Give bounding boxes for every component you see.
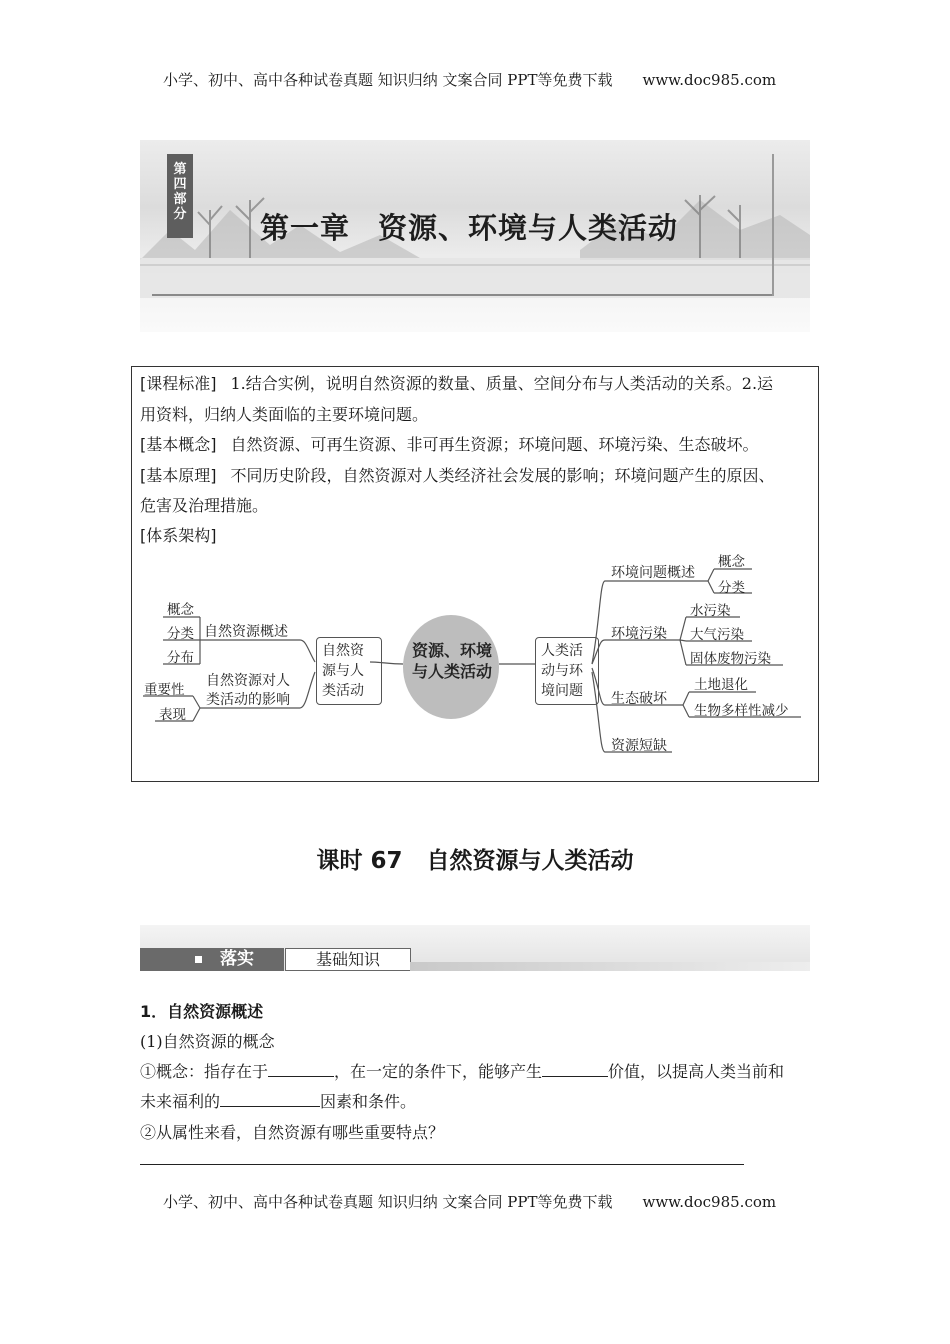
fill-blank[interactable] bbox=[268, 1062, 334, 1077]
section-rule bbox=[410, 962, 810, 971]
footer-site: www.doc985.com bbox=[642, 1193, 777, 1211]
mindmap-leaf: 土地退化 bbox=[694, 677, 748, 693]
mindmap-leaf: 分布 bbox=[167, 650, 194, 666]
mindmap-leaf: 大气污染 bbox=[690, 627, 744, 643]
lesson-number: 课时 67 bbox=[316, 848, 403, 874]
question-1-line1 bbox=[140, 1059, 784, 1082]
basic-principles-cont: 危害及治理措施。 bbox=[140, 496, 269, 515]
framework-tag-text: [体系架构] bbox=[140, 526, 217, 545]
mindmap-right-branch-3: 生态破坏 bbox=[611, 691, 667, 707]
mindmap-center: 资源、环境与人类活动 bbox=[412, 641, 493, 681]
footer-text: 小学、初中、高中各种试卷真题 知识归纳 文案合同 PPT等免费下载 bbox=[163, 1193, 613, 1211]
section-bar bbox=[140, 925, 810, 971]
q1-text-a: ①概念：指存在于 bbox=[140, 1062, 269, 1081]
header-text: 小学、初中、高中各种试卷真题 知识归纳 文案合同 PPT等免费下载 bbox=[163, 71, 613, 89]
fill-blank[interactable] bbox=[542, 1062, 608, 1077]
q1-text-d: 未来福利的 bbox=[140, 1092, 221, 1111]
page-footer bbox=[163, 1191, 776, 1212]
ribbon-char: 四 bbox=[173, 177, 187, 192]
mindmap-leaf: 重要性 bbox=[144, 682, 185, 698]
mindmap-left-hub: 自然资源与人类活动 bbox=[316, 637, 382, 705]
course-standard-tag: [课程标准] bbox=[140, 374, 217, 393]
answer-line[interactable] bbox=[140, 1164, 744, 1165]
mindmap-leaf: 概念 bbox=[718, 554, 745, 570]
mindmap-leaf: 概念 bbox=[167, 602, 194, 618]
mindmap-leaf: 分类 bbox=[167, 626, 194, 642]
mindmap-leaf: 分类 bbox=[718, 580, 745, 596]
chapter-number: 第一章 bbox=[260, 211, 351, 245]
fill-blank[interactable] bbox=[220, 1092, 320, 1107]
section-tab-dark bbox=[140, 948, 284, 971]
section-tab-light: 基础知识 bbox=[285, 948, 411, 971]
basic-principles-tag: [基本原理] bbox=[140, 466, 217, 485]
course-standard-text: 1.结合实例，说明自然资源的数量、质量、空间分布与人类活动的关系。2.运 bbox=[230, 374, 774, 393]
header-site: www.doc985.com bbox=[642, 71, 777, 89]
mindmap-left-branch-2: 自然资源对人类活动的影响 bbox=[206, 673, 290, 708]
ribbon-char: 部 bbox=[173, 192, 187, 207]
mindmap-left-branch-1: 自然资源概述 bbox=[204, 624, 288, 640]
lesson-title bbox=[0, 842, 950, 875]
mindmap-leaf: 水污染 bbox=[690, 603, 731, 619]
mindmap-right-branch-1: 环境问题概述 bbox=[611, 565, 695, 581]
ribbon-char: 第 bbox=[173, 162, 187, 177]
square-icon bbox=[195, 956, 202, 963]
mindmap-right-branch-2: 环境污染 bbox=[611, 626, 667, 642]
ribbon-char: 分 bbox=[173, 207, 187, 222]
q1-text-c: 价值，以提高人类当前和 bbox=[608, 1062, 785, 1081]
course-standard-cont: 用资料，归纳人类面临的主要环境问题。 bbox=[140, 405, 429, 424]
subheading-1: (1)自然资源的概念 bbox=[140, 1032, 275, 1051]
lesson-name: 自然资源与人类活动 bbox=[426, 848, 634, 874]
basic-concepts-text: 自然资源、可再生资源、非可再生资源；环境问题、环境污染、生态破坏。 bbox=[230, 435, 759, 454]
q1-text-e: 因素和条件。 bbox=[320, 1092, 417, 1111]
chapter-name: 资源、环境与人类活动 bbox=[378, 211, 679, 245]
mindmap-right-hub: 人类活动与环境问题 bbox=[535, 637, 599, 705]
question-1-line2 bbox=[140, 1089, 416, 1112]
q1-text-b: ，在一定的条件下，能够产生 bbox=[334, 1062, 543, 1081]
heading-1: 1．自然资源概述 bbox=[140, 1002, 264, 1021]
basic-principles-text: 不同历史阶段，自然资源对人类经济社会发展的影响；环境问题产生的原因、 bbox=[230, 466, 775, 485]
basic-concepts-tag: [基本概念] bbox=[140, 435, 217, 454]
section-tab-dark-label: 落实 bbox=[220, 949, 254, 969]
mindmap-right-branch-4: 资源短缺 bbox=[611, 738, 667, 754]
mindmap-leaf: 生物多样性减少 bbox=[694, 703, 789, 719]
mindmap-leaf: 固体废物污染 bbox=[690, 651, 771, 667]
mindmap-leaf: 表现 bbox=[159, 707, 186, 723]
question-2: ②从属性来看，自然资源有哪些重要特点？ bbox=[140, 1123, 445, 1142]
